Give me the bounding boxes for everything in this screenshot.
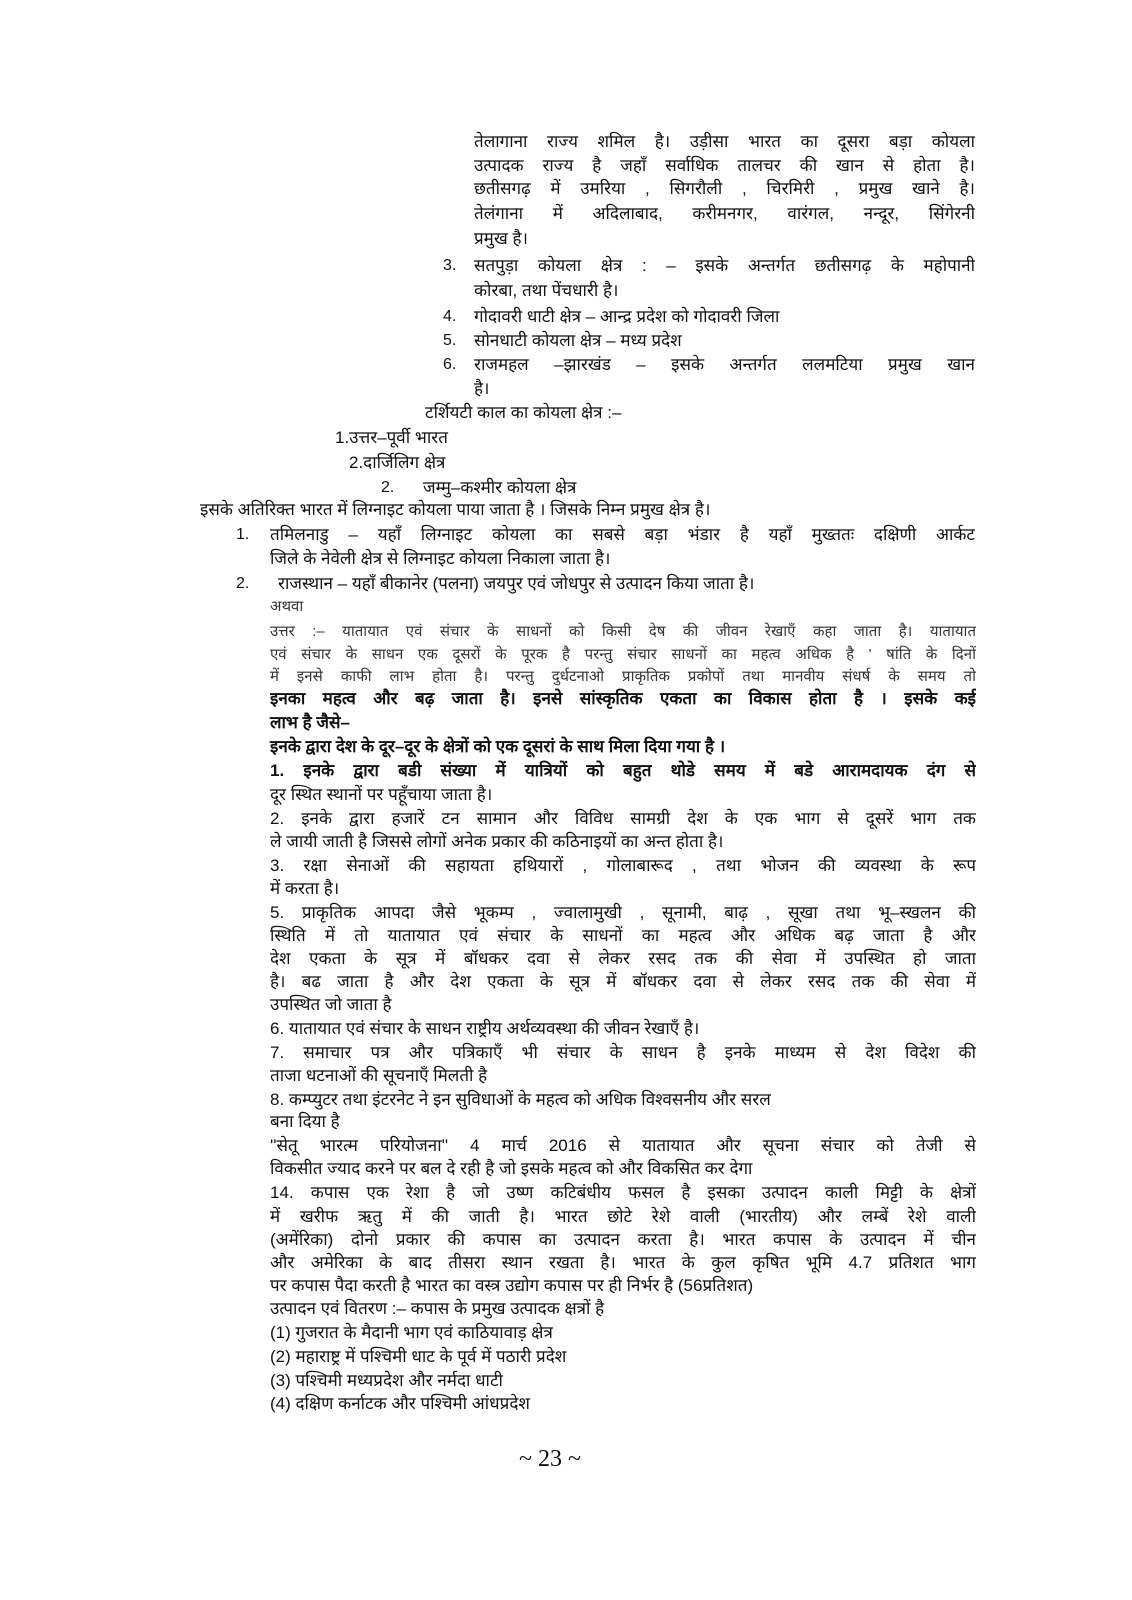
text-line: जम्मु–कश्मीर कोयला क्षेत्र	[423, 478, 577, 497]
text-line: छतीसगढ़ में उमरिया , सिगरौली , चिरमिरी , प्रमुख खाने है।	[474, 179, 975, 198]
text-line: में करता है।	[270, 879, 340, 898]
text-line: एवं संचार के साधन एक दूसरों के पूरक है परन्तु संचार साधनों का महत्व अधिक है ' षांति के दिनों	[270, 646, 976, 663]
text-line: है। बढ जाता है और देश एकता के सूत्र में बॉधकर दवा से लेकर रसद तक की सेवा में	[270, 972, 976, 991]
text-line: (2) महाराष्ट्र में पश्चिमी धाट के पूर्व में पठारी प्रदेश	[270, 1347, 567, 1366]
text-line: इनका महत्व और बढ़ जाता है। इनसे सांस्कृतिक एकता का विकास होता है । इसके कई	[270, 689, 976, 708]
text-line: 1. इनके द्वारा बडी संख्या में यात्रियों को बहुत थोडे समय में बडे आरामदायक दंग से	[270, 761, 976, 780]
list-number: 5.	[443, 332, 457, 349]
text-line: उपस्थित जो जाता है	[270, 995, 392, 1014]
list-number: 1.	[236, 526, 250, 543]
text-line: जिले के नेवेली क्षेत्र से लिग्नाइट कोयला निकाला जाता है।	[270, 549, 611, 568]
text-line: 2. इनके द्वारा हजारें टन सामान और विविध सामग्री देश के एक भाग से दूसरें भाग तक	[270, 809, 976, 828]
text-line: तमिलनाडु – यहाँ लिग्नाइट कोयला का सबसे बड़ा भंडार है यहाँ मुख्ततः दक्षिणी आर्कट	[270, 525, 975, 544]
text-line: लाभ है जैसे–	[270, 713, 350, 732]
text-line: राजस्थान – यहाँ बीकानेर (पलना) जयपुर एवं जोधपुर से उत्पादन किया जाता है।	[278, 574, 755, 593]
text-line: 14. कपास एक रेशा है जो उष्ण कटिबंधीय फसल है इसका उत्पादन काली मिट्टी के क्षेत्रों	[270, 1183, 976, 1202]
text-line: बना दिया है	[270, 1112, 340, 1131]
text-line: टर्शियटी काल का कोयला क्षेत्र :–	[425, 403, 622, 422]
text-line: विकसीत ज्याद करने पर बल दे रही है जो इसके महत्व को और विकसित कर देगा	[270, 1159, 753, 1178]
text-line: उत्पादक राज्य है जहाँ सर्वाधिक तालचर की खान से होता है।	[474, 156, 975, 175]
text-line: प्रमुख है।	[474, 229, 528, 248]
text-line: ''सेतू भारत्म परियोजना'' 4 मार्च 2016 से यातायात और सूचना संचार को तेजी से	[270, 1136, 976, 1155]
text-line: (4) दक्षिण कर्नाटक और पश्चिमी आंधप्रदेश	[270, 1394, 530, 1413]
text-line: ताजा धटनाओं की सूचनाएँ मिलती है	[270, 1066, 488, 1085]
text-line: राजमहल –झारखंड – इसके अन्तर्गत ललमटिया प्रमुख खान	[474, 355, 975, 374]
text-line: (अमेंरिका) दोनो प्रकार की कपास का उत्पादन करता है। भारत कपास के उत्पादन में चीन	[270, 1230, 976, 1249]
text-line: 3. रक्षा सेनाओं की सहायता हथियारों , गोलाबारूद , तथा भोजन की व्यवस्था के रूप	[270, 856, 976, 875]
text-line: 2.दार्जिलिग क्षेत्र	[349, 453, 446, 472]
text-line: है।	[474, 379, 490, 398]
text-line: 6. यातायात एवं संचार के साधन राष्ट्रीय अर्थव्यवस्था की जीवन रेखाएँ है।	[270, 1019, 700, 1038]
list-number: 3.	[443, 257, 457, 274]
text-line: उत्पादन एवं वितरण :– कपास के प्रमुख उत्पादक क्षत्रों है	[270, 1299, 605, 1318]
text-line: देश एकता के सूत्र में बॉधकर दवा से लेकर रसद तक की सेवा में उपस्थित हो जाता	[270, 949, 976, 968]
text-line: गोदावरी धाटी क्षेत्र – आन्द्र प्रदेश को गोदावरी जिला	[474, 307, 780, 326]
text-line: में इनसे काफी लाभ होता है। परन्तु दुर्धटनाओ प्राकृतिक प्रकोपों तथा मानवीय संधर्ष के समय तो	[270, 668, 976, 685]
text-line: 1.उत्तर–पूर्वी भारत	[335, 428, 448, 447]
text-line: कोरबा, तथा पेंचधारी है।	[474, 281, 619, 300]
text-line: दूर स्थित स्थानों पर पहूँचाया जाता है।	[270, 785, 493, 804]
list-number: 2.	[381, 479, 395, 496]
text-line: इसके अतिरिक्त भारत में लिग्नाइट कोयला पाया जाता है । जिसके निम्न प्रमुख क्षेत्र है।	[200, 500, 711, 519]
text-line: (3) पश्चिमी मध्यप्रदेश और नर्मदा धाटी	[270, 1371, 503, 1390]
text-line: तेलागाना राज्य शमिल है। उड़ीसा भारत का दूसरा बड़ा कोयला	[474, 132, 975, 151]
text-line: इनके द्वारा देश के दूर–दूर के क्षेत्रों को एक दूसरां के साथ मिला दिया गया है ।	[270, 737, 726, 756]
text-line: अथवा	[270, 598, 304, 615]
text-line: 8. कम्प्युटर तथा इंटरनेट ने इन सुविधाओं के महत्व को अधिक विश्वसनीय और सरल	[270, 1090, 771, 1109]
text-line: (1) गुजरात के मैदानी भाग एवं काठियावाड़ क्षेत्र	[270, 1323, 553, 1342]
text-line: सोनधाटी कोयला क्षेत्र – मध्य प्रदेश	[474, 331, 682, 350]
text-line: ले जायी जाती है जिससे लोगों अनेक प्रकार की कठिनाइयों का अन्त होता है।	[270, 832, 724, 851]
text-line: और अमेरिका के बाद तीसरा स्थान रखता है। भारत के कुल कृषित भूमि 4.7 प्रतिशत भाग	[270, 1253, 976, 1272]
text-line: पर कपास पैदा करती है भारत का वस्त्र उद्योग कपास पर ही निर्भर है (56प्रतिशत)	[270, 1276, 754, 1295]
text-line: उत्तर :– यातायात एवं संचार के साधनों को किसी देष की जीवन रेखाएँ कहा जाता है। यातायात	[270, 623, 976, 640]
list-number: 2.	[236, 575, 250, 592]
text-line: स्थिति में तो यातायात एवं संचार के साधनों का महत्व और अधिक बढ़ जाता है और	[270, 926, 976, 945]
text-line: तेलंगाना में अदिलाबाद, करीमनगर, वारंगल, नन्दूर, सिंगेरनी	[474, 204, 975, 223]
page-number: ~ 23 ~	[519, 1446, 581, 1472]
list-number: 6.	[443, 356, 457, 373]
text-line: 5. प्राकृतिक आपदा जैसे भूकम्प , ज्वालामुखी , सूनामी, बाढ़ , सूखा तथा भू–स्खलन की	[270, 903, 976, 922]
text-line: सतपुड़ा कोयला क्षेत्र : – इसके अन्तर्गत छतीसगढ़ के महोपानी	[474, 256, 975, 275]
text-line: 7. समाचार पत्र और पत्रिकाएँ भी संचार के साधन है इनके माध्यम से देश विदेश की	[270, 1043, 976, 1062]
text-line: में खरीफ ऋतु में की जाती है। भारत छोटे रेशे वाली (भारतीय) और लम्बें रेशे वाली	[270, 1207, 976, 1226]
list-number: 4.	[443, 308, 457, 325]
